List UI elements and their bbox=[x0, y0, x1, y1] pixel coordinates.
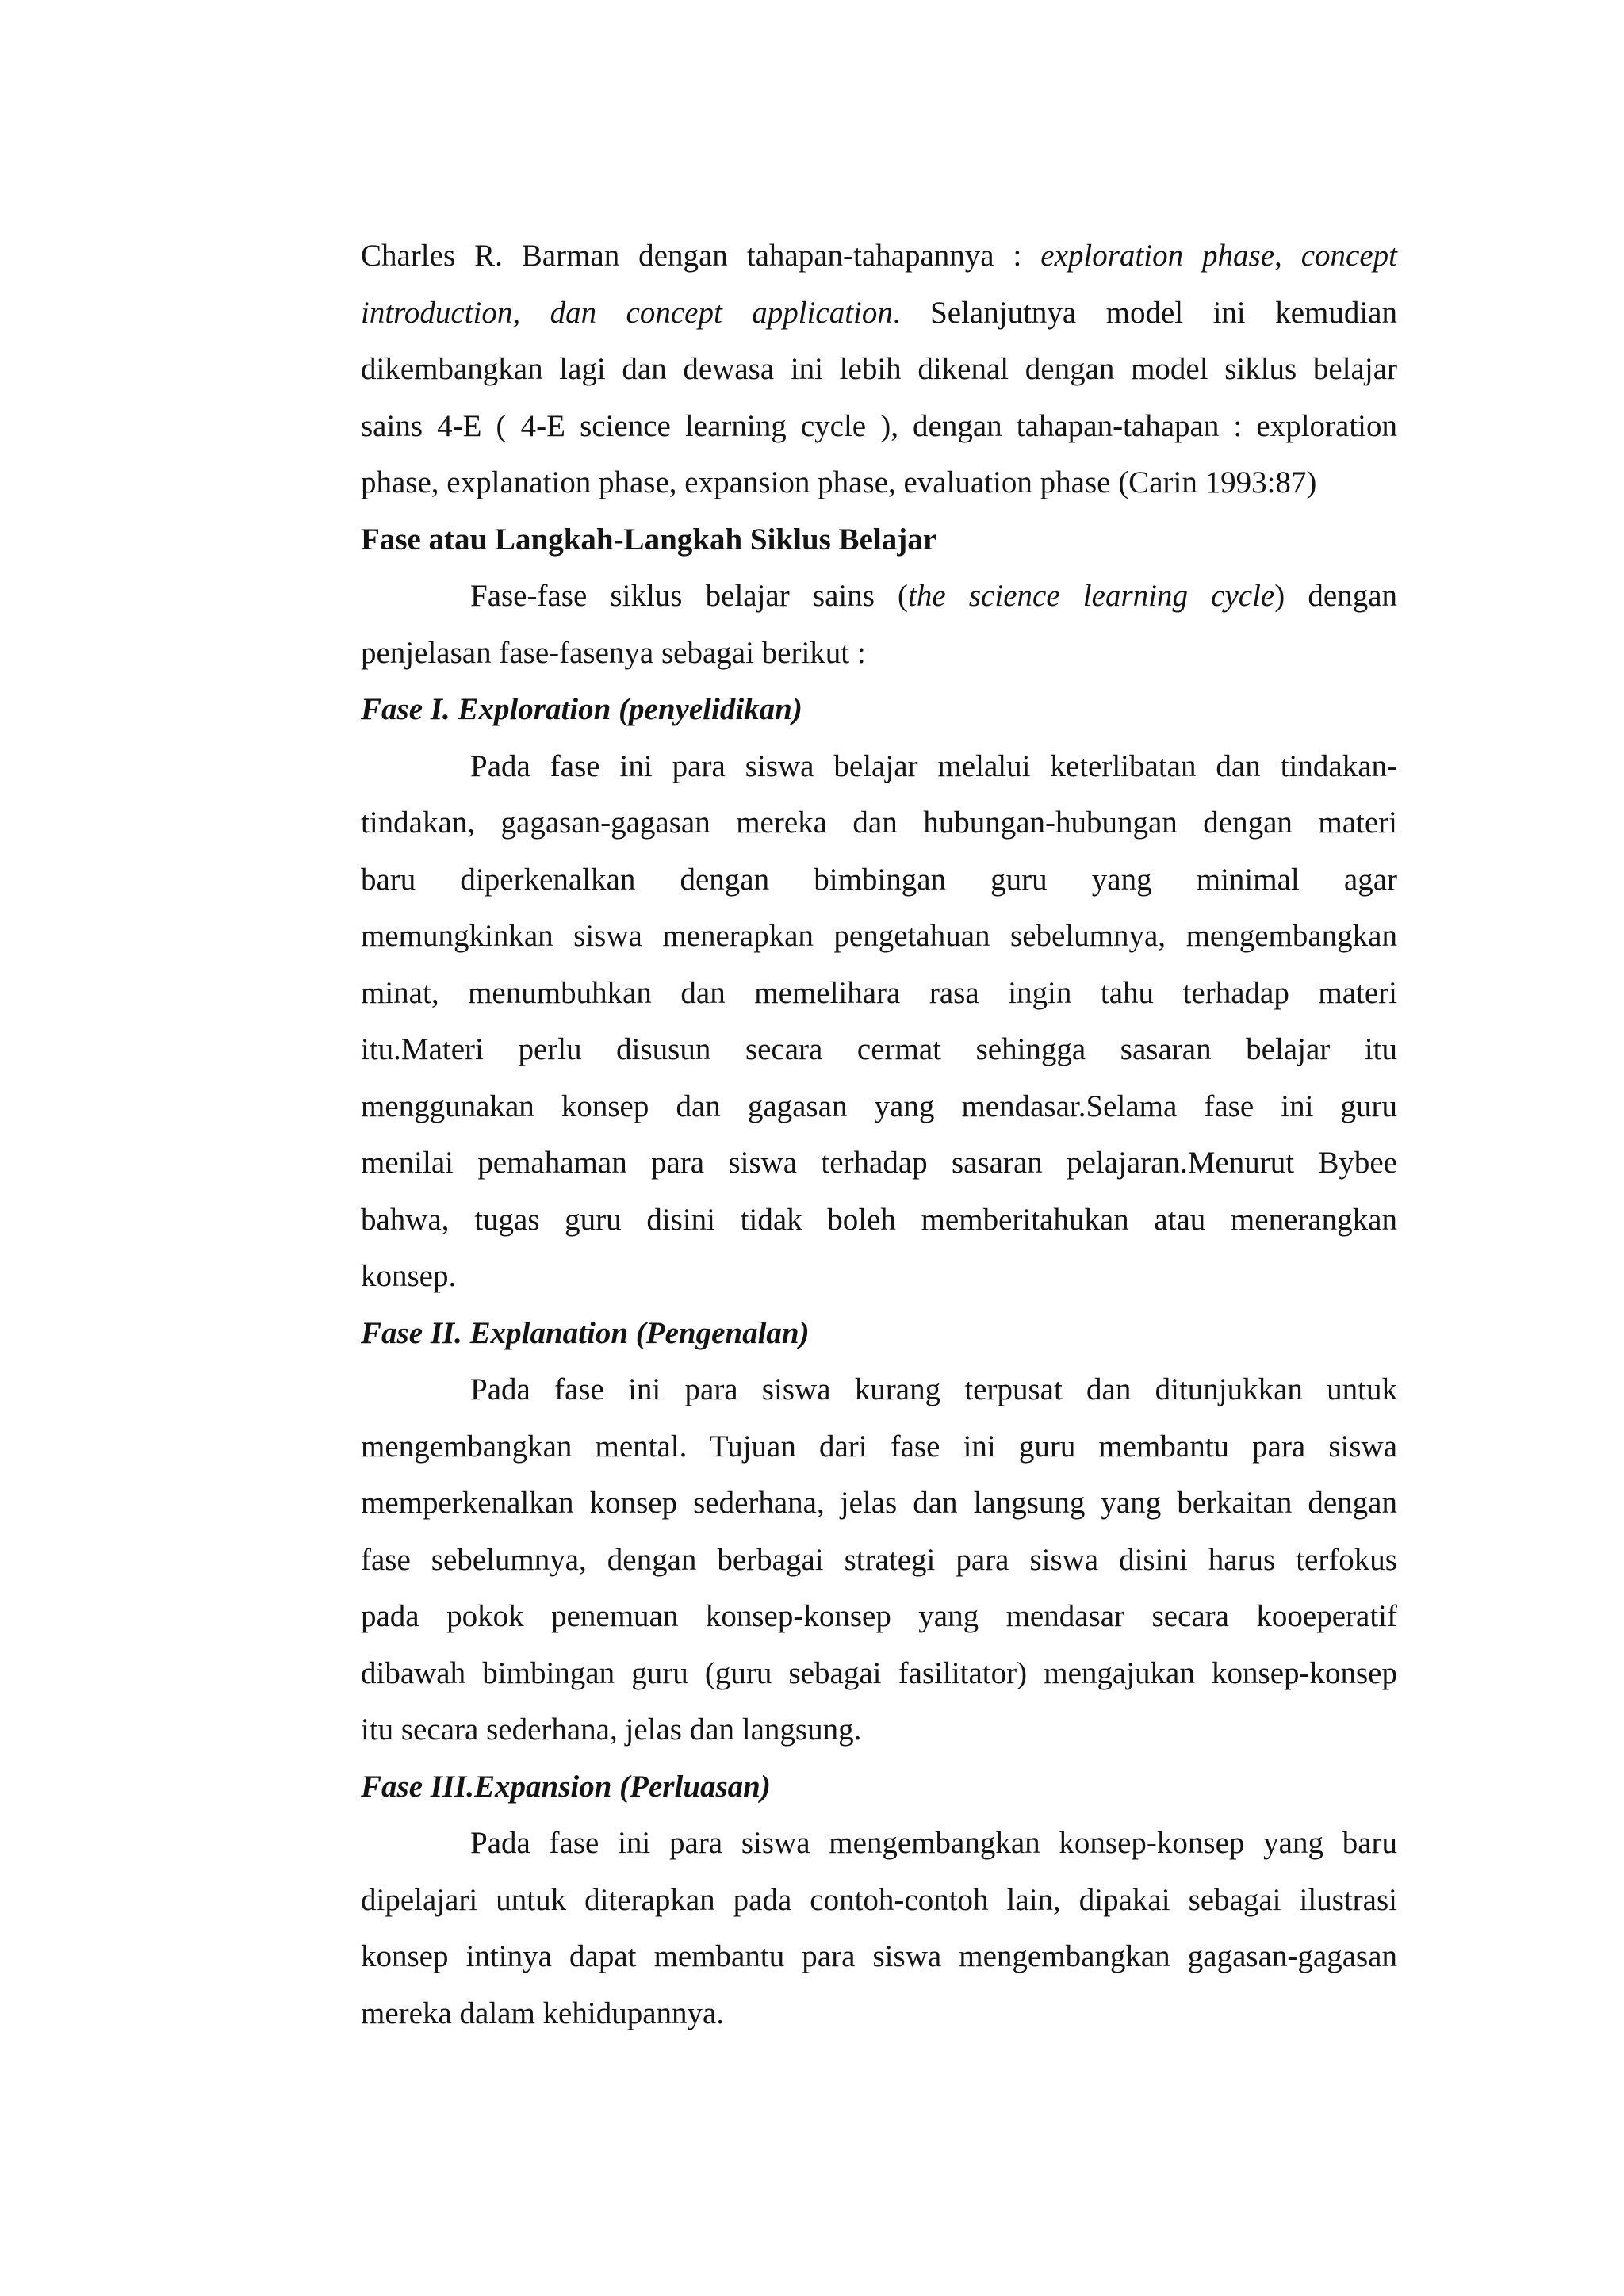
section-heading: Fase atau Langkah-Langkah Siklus Belajar bbox=[361, 522, 937, 557]
phase1-line: memungkinkan siswa menerapkan pengetahuan sebelumnya, mengembangkan bbox=[361, 919, 1397, 953]
intro-line-1-italic: exploration phase, concept bbox=[1040, 239, 1397, 273]
intro-line-4: sains 4-E ( 4-E science learning cycle ), dengan tahapan-tahapan : exploration bbox=[361, 408, 1397, 443]
phase1-line: baru diperkenalkan dengan bimbingan guru yang minimal agar bbox=[361, 862, 1397, 897]
phase3-line: mereka dalam kehidupannya. bbox=[361, 1996, 725, 2030]
phase1-heading: Fase I. Exploration (penyelidikan) bbox=[361, 692, 802, 726]
phase1-line: Pada fase ini para siswa belajar melalui keterlibatan dan tindakan- bbox=[470, 748, 1397, 783]
intro-line-1-text: Charles R. Barman dengan tahapan-tahapannya : bbox=[361, 239, 1041, 273]
phase1-line: tindakan, gagasan-gagasan mereka dan hubungan-hubungan dengan materi bbox=[361, 806, 1397, 840]
phase3-line: dipelajari untuk diterapkan pada contoh-contoh lain, dipakai sebagai ilustrasi bbox=[361, 1882, 1397, 1917]
phase1-line: itu.Materi perlu disusun secara cermat sehingga sasaran belajar itu bbox=[361, 1032, 1397, 1066]
intro-line-1 bbox=[361, 228, 1397, 285]
lead-line-2: penjelasan fase-fasenya sebagai berikut : bbox=[361, 635, 866, 670]
phase1-line: bahwa, tugas guru disini tidak boleh memberitahukan atau menerangkan bbox=[361, 1202, 1397, 1237]
intro-line-2 bbox=[361, 285, 1397, 342]
phase3-heading: Fase III.Expansion (Perluasan) bbox=[361, 1769, 771, 1804]
phase2-line: pada pokok penemuan konsep-konsep yang mendasar secara kooeperatif bbox=[361, 1599, 1397, 1633]
lead-line-1-text: Fase-fase siklus belajar sains ( bbox=[470, 579, 909, 613]
phase2-line: memperkenalkan konsep sederhana, jelas dan langsung yang berkaitan dengan bbox=[361, 1486, 1397, 1520]
phase1-paragraph bbox=[361, 738, 1397, 1305]
phase2-paragraph bbox=[361, 1361, 1397, 1758]
phase3-paragraph bbox=[361, 1815, 1397, 2042]
lead-line-1-end: ) dengan bbox=[1274, 579, 1397, 613]
phase2-line: fase sebelumnya, dengan berbagai strategi para siswa disini harus terfokus bbox=[361, 1542, 1397, 1577]
intro-line-3: dikembangkan lagi dan dewasa ini lebih dikenal dengan model siklus belajar bbox=[361, 352, 1397, 386]
phase1-line: minat, menumbuhkan dan memelihara rasa ingin tahu terhadap materi bbox=[361, 975, 1397, 1010]
phase3-line: konsep intinya dapat membantu para siswa mengembangkan gagasan-gagasan bbox=[361, 1939, 1397, 1973]
phase3-line: Pada fase ini para siswa mengembangkan konsep-konsep yang baru bbox=[470, 1826, 1397, 1860]
intro-line-5: phase, explanation phase, expansion phase, evaluation phase (Carin 1993:87) bbox=[361, 465, 1317, 499]
intro-line-2-italic: introduction, dan concept application bbox=[361, 295, 893, 330]
phase2-heading: Fase II. Explanation (Pengenalan) bbox=[361, 1315, 810, 1350]
phase1-line: menilai pemahaman para siswa terhadap sasaran pelajaran.Menurut Bybee bbox=[361, 1146, 1397, 1180]
lead-line-1-italic: the science learning cycle bbox=[908, 579, 1275, 613]
page-body bbox=[361, 228, 1397, 2042]
phase2-line: mengembangkan mental. Tujuan dari fase ini guru membantu para siswa bbox=[361, 1429, 1397, 1464]
phase1-line: menggunakan konsep dan gagasan yang mendasar.Selama fase ini guru bbox=[361, 1089, 1397, 1123]
lead-line-1 bbox=[361, 568, 1397, 625]
phase2-line: Pada fase ini para siswa kurang terpusat dan ditunjukkan untuk bbox=[470, 1372, 1397, 1406]
phase2-line: dibawah bimbingan guru (guru sebagai fasilitator) mengajukan konsep-konsep bbox=[361, 1655, 1397, 1690]
phase2-line: itu secara sederhana, jelas dan langsung. bbox=[361, 1712, 862, 1747]
intro-line-2-text: . Selanjutnya model ini kemudian bbox=[892, 295, 1397, 330]
phase1-line: konsep. bbox=[361, 1259, 457, 1293]
